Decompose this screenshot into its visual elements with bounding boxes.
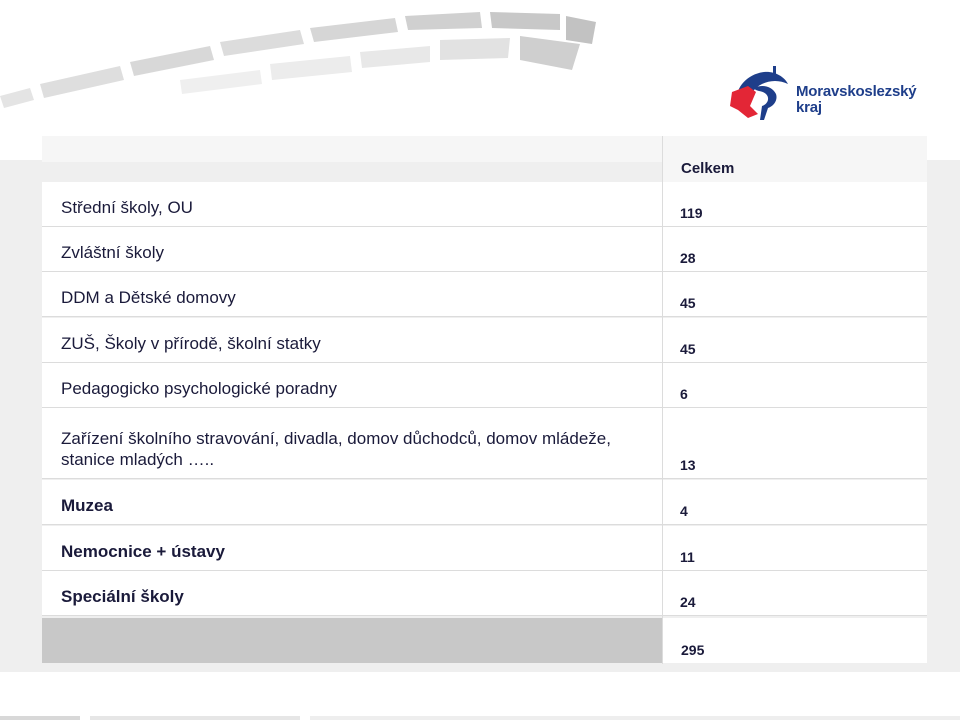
- table-row: [42, 182, 927, 227]
- row-label: Střední školy, OU: [61, 198, 193, 217]
- row-value: 24: [680, 594, 696, 610]
- row-label: Pedagogicko psychologické poradny: [61, 379, 337, 398]
- row-value: 11: [680, 549, 695, 565]
- row-value: 4: [680, 503, 688, 519]
- table-row: [42, 571, 927, 616]
- table-row: [42, 408, 927, 479]
- table-row: [42, 480, 927, 525]
- row-value: 119: [680, 205, 703, 221]
- row-value: 45: [680, 295, 696, 311]
- row-label: Zařízení školního stravování, divadla, domov důchodců, domov mládeže, stanice mladých …..: [61, 429, 611, 469]
- logo-text-line2: kraj: [796, 99, 822, 116]
- table-row: [42, 227, 927, 272]
- row-value: 6: [680, 386, 688, 402]
- row-label: ZUŠ, Školy v přírodě, školní statky: [61, 334, 321, 353]
- row-label: Speciální školy: [61, 587, 184, 606]
- institutions-table: [0, 136, 960, 676]
- row-label: Muzea: [61, 496, 113, 515]
- row-value: 45: [680, 341, 696, 357]
- moravskoslezsky-kraj-logo-icon: [728, 62, 794, 124]
- table-row: [42, 363, 927, 408]
- row-label: DDM a Dětské domovy: [61, 288, 236, 307]
- table-row: [42, 318, 927, 363]
- column-divider: [662, 136, 663, 664]
- table-row: [42, 526, 927, 571]
- table-row: [42, 272, 927, 317]
- row-label: Nemocnice + ústavy: [61, 542, 225, 561]
- column-header-celkem: Celkem: [681, 160, 735, 177]
- row-label: Zvláštní školy: [61, 243, 164, 262]
- decorative-bottom-bar: [0, 714, 960, 720]
- total-value: 295: [681, 642, 705, 658]
- decorative-banner-stripes: [0, 0, 620, 110]
- region-logo-text: [796, 84, 916, 116]
- logo-text-line1: Moravskoslezský: [796, 83, 917, 100]
- row-value: 13: [680, 457, 696, 473]
- region-logo: [728, 62, 928, 124]
- row-value: 28: [680, 250, 696, 266]
